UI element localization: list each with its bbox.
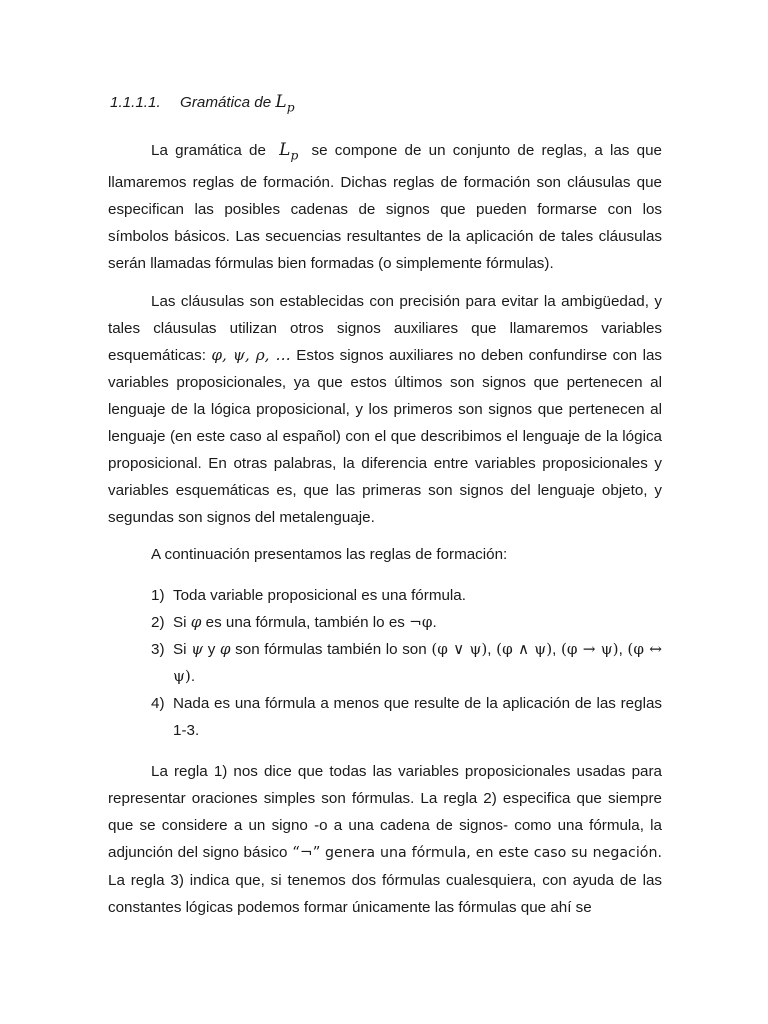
rule-item-4: 4) Nada es una fórmula a menos que resulte de la aplicación de las reglas 1-3.	[151, 695, 662, 739]
paragraph-grammar-intro: La gramática de $L_p$ se compone de un conjunto de reglas, a las que llamaremos reglas de formación. Dichas reglas de formación son cláusulas que especifican las posibles cadenas de signos que pueden formarse con los símbolos básicos. Las secuencias resultantes de la aplicación de tales cláusulas serán llamadas fórmulas bien formadas (o simplemente fórmulas).	[108, 140, 662, 273]
paragraph-schematic-variables: Las cláusulas son establecidas con precisión para evitar la ambigüedad, y tales cláusulas utilizan otros signos auxiliares que llamaremos variables esquemáticas: φ, ψ, ρ, … Estos signos auxiliares no deben confundirse con las variables proposicionales, ya que estos últimos son signos que pertenecen al lenguaje de la lógica proposicional, y los primeros son signos que pertenecen al lenguaje (en este caso al español) con el que describimos el lenguaje de la lógica proposicional. En otras palabras, la diferencia entre variables proposicionales y variables esquemáticas es, que las primeras son signos del lenguaje objeto, y segundas son signos del metalenguaje.	[108, 293, 662, 526]
rule-item-1: 1) Toda variable proposicional es una fórmula.	[151, 587, 466, 604]
section-number: 1.1.1.1.	[110, 94, 161, 111]
language-symbol: $L_p$	[275, 92, 295, 115]
rule-item-3: 3) Si ψ y φ son fórmulas también lo son (φ ∨ ψ), (φ ∧ ψ), (φ → ψ), (φ ↔ ψ).	[151, 640, 662, 685]
conjunction-formula: (φ ∧ ψ)	[496, 640, 553, 658]
disjunction-formula: (φ ∨ ψ)	[431, 640, 488, 658]
negation-formula: ¬φ	[409, 613, 433, 631]
language-symbol: $L_p$	[279, 140, 299, 163]
section-title: Gramática de	[180, 94, 272, 111]
conditional-formula: (φ → ψ)	[560, 640, 619, 658]
paragraph-rules-intro: A continuación presentamos las reglas de formación:	[151, 546, 508, 563]
section-heading	[110, 92, 295, 114]
rule-item-2: 2) Si φ es una fórmula, también lo es ¬φ.	[151, 613, 437, 631]
schematic-variables: φ, ψ, ρ, …	[211, 346, 291, 364]
formation-rules-list	[108, 582, 662, 744]
negation-sign: “¬”	[292, 843, 321, 861]
biconditional-formula: (φ ↔ ψ)	[173, 640, 662, 685]
paragraph-rules-explanation: La regla 1) nos dice que todas las variables proposicionales usadas para representar oraciones simples son fórmulas. La regla 2) especifica que siempre que se considere a un signo -o a una cadena de signos- como una fórmula, la adjunción del signo básico “¬” genera una fórmula, en este caso su negación. La regla 3) indica que, si tenemos dos fórmulas cualesquiera, con ayuda de las constantes lógicas podemos formar únicamente las fórmulas que ahí se	[108, 763, 662, 916]
